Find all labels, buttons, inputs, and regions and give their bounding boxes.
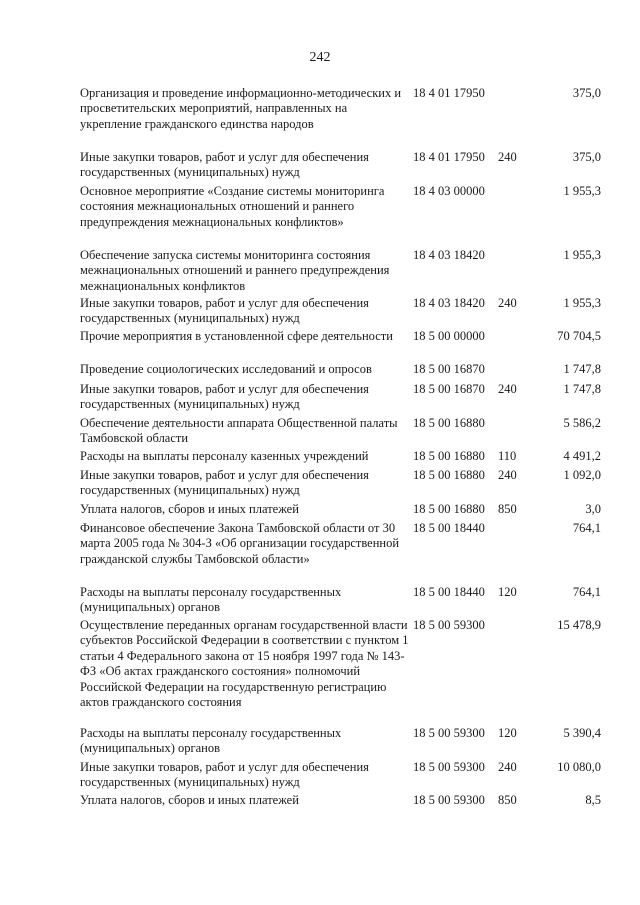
- row-amount: 1 955,3: [563, 248, 601, 262]
- row-amount: 1 747,8: [563, 382, 601, 396]
- row-amount: 4 491,2: [563, 449, 601, 463]
- row-code: 18 5 00 16880: [413, 449, 485, 463]
- row-expense-type: 240: [498, 382, 517, 396]
- row-amount: 8,5: [585, 793, 601, 807]
- row-name: Обеспечение запуска системы мониторинга состояния межнациональных отношений и раннего предупреждения межнациональных конфликтов: [80, 248, 390, 293]
- row-name: Основное мероприятие «Создание системы мониторинга состояния межнациональных отношений и раннего предупреждения межнациональных конфликтов»: [80, 184, 385, 229]
- row-code: 18 5 00 59300: [413, 726, 485, 740]
- row-expense-type: 240: [498, 760, 517, 774]
- row-name: Обеспечение деятельности аппарата Общественной палаты Тамбовской области: [80, 416, 398, 446]
- row-code: 18 5 00 18440: [413, 585, 485, 599]
- page-number: 242: [309, 50, 331, 65]
- row-name: Организация и проведение информационно-методических и просветительских мероприятий, направленных на укрепление гражданского единства народов: [80, 86, 402, 131]
- row-code: 18 5 00 16870: [413, 362, 485, 376]
- row-name: Финансовое обеспечение Закона Тамбовской области от 30 марта 2005 года № 304-З «Об организации государственной гражданской службы Тамбовской области»: [80, 521, 400, 566]
- row-amount: 1 955,3: [563, 296, 601, 310]
- row-expense-type: 240: [498, 468, 517, 482]
- row-amount: 10 080,0: [557, 760, 601, 774]
- row-amount: 15 478,9: [557, 618, 601, 632]
- row-expense-type: 120: [498, 726, 517, 740]
- row-name: Иные закупки товаров, работ и услуг для обеспечения государственных (муниципальных) нужд: [80, 468, 369, 498]
- row-code: 18 5 00 16870: [413, 382, 485, 396]
- row-amount: 5 390,4: [563, 726, 601, 740]
- row-amount: 375,0: [572, 150, 601, 164]
- row-expense-type: 850: [498, 793, 517, 807]
- row-name: Расходы на выплаты персоналу казенных учреждений: [80, 449, 369, 463]
- row-expense-type: 120: [498, 585, 517, 599]
- row-amount: 764,1: [572, 585, 601, 599]
- row-code: 18 5 00 16880: [413, 502, 485, 516]
- row-expense-type: 110: [498, 449, 517, 463]
- row-name: Осуществление переданных органам государственной власти субъектов Российской Федерации в соответствии с пунктом 1 статьи 4 Федерального закона от 15 ноября 1997 года № 143-ФЗ «Об актах гражданского состояния» полномочий Российской Федерации на государственную регистрацию актов гражданского состояния: [80, 618, 409, 710]
- row-name: Уплата налогов, сборов и иных платежей: [80, 793, 299, 807]
- row-name: Иные закупки товаров, работ и услуг для обеспечения государственных (муниципальных) нужд: [80, 382, 369, 412]
- row-code: 18 4 03 18420: [413, 248, 485, 262]
- row-amount: 70 704,5: [557, 329, 601, 343]
- row-amount: 3,0: [585, 502, 601, 516]
- row-expense-type: 240: [498, 296, 517, 310]
- row-amount: 375,0: [572, 86, 601, 100]
- row-amount: 5 586,2: [563, 416, 601, 430]
- row-name: Иные закупки товаров, работ и услуг для обеспечения государственных (муниципальных) нужд: [80, 150, 369, 180]
- row-code: 18 4 03 18420: [413, 296, 485, 310]
- row-code: 18 5 00 16880: [413, 416, 485, 430]
- row-amount: 1 092,0: [563, 468, 601, 482]
- row-name: Прочие мероприятия в установленной сфере деятельности: [80, 329, 393, 343]
- row-code: 18 5 00 00000: [413, 329, 485, 343]
- row-code: 18 5 00 18440: [413, 521, 485, 535]
- row-amount: 764,1: [572, 521, 601, 535]
- row-name: Иные закупки товаров, работ и услуг для обеспечения государственных (муниципальных) нужд: [80, 296, 369, 326]
- row-name: Иные закупки товаров, работ и услуг для обеспечения государственных (муниципальных) нужд: [80, 760, 369, 790]
- row-name: Расходы на выплаты персоналу государственных (муниципальных) органов: [80, 726, 342, 756]
- row-name: Уплата налогов, сборов и иных платежей: [80, 502, 299, 516]
- row-name: Проведение социологических исследований и опросов: [80, 362, 372, 376]
- row-code: 18 4 01 17950: [413, 150, 485, 164]
- row-code: 18 5 00 59300: [413, 760, 485, 774]
- row-name: Расходы на выплаты персоналу государственных (муниципальных) органов: [80, 585, 342, 615]
- row-code: 18 4 03 00000: [413, 184, 485, 198]
- row-amount: 1 747,8: [563, 362, 601, 376]
- row-expense-type: 240: [498, 150, 517, 164]
- row-code: 18 4 01 17950: [413, 86, 485, 100]
- row-code: 18 5 00 59300: [413, 618, 485, 632]
- row-code: 18 5 00 59300: [413, 793, 485, 807]
- row-code: 18 5 00 16880: [413, 468, 485, 482]
- row-expense-type: 850: [498, 502, 517, 516]
- row-amount: 1 955,3: [563, 184, 601, 198]
